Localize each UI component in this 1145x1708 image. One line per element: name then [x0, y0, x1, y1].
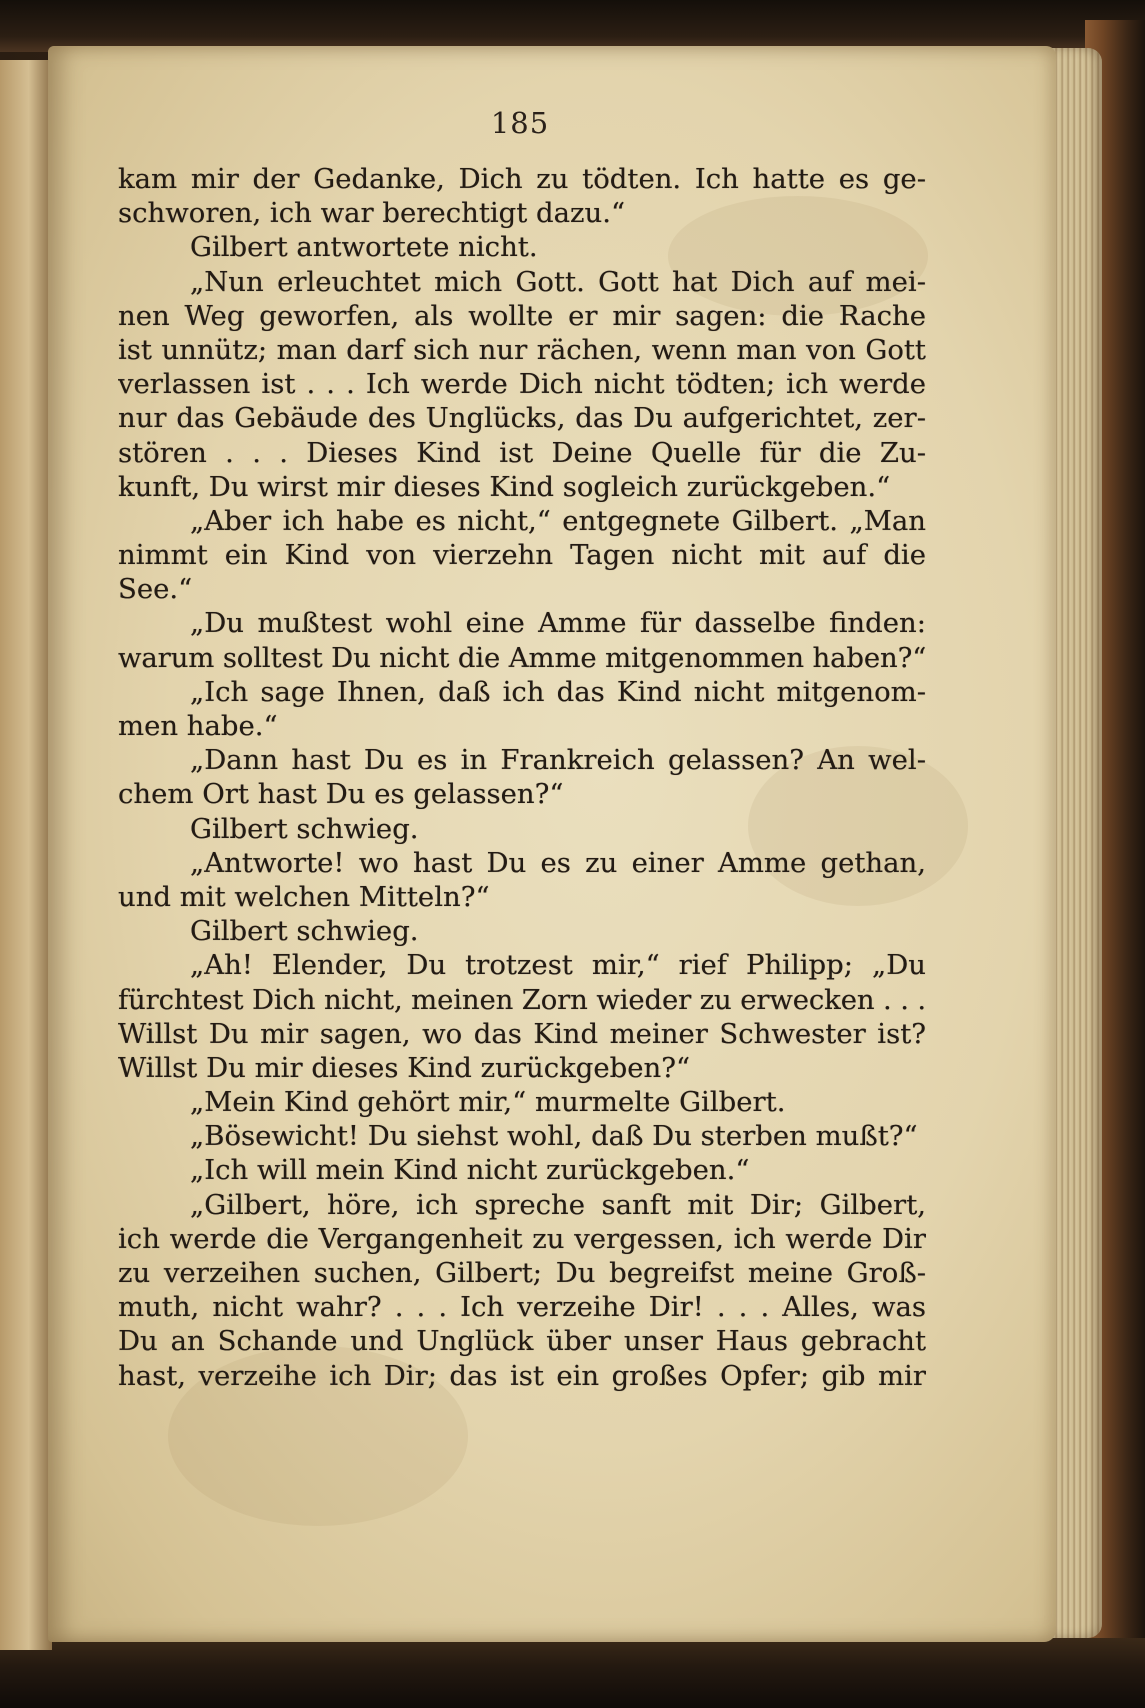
text-line: stören . . . Dieses Kind ist Deine Quelle für die Zu- [118, 436, 926, 469]
text-line: men habe.“ [118, 710, 278, 742]
text-line: hast, verzeihe ich Dir; das ist ein großes Opfer; gib mir [118, 1359, 926, 1392]
text-line: „Mein Kind gehört mir,“ murmelte Gilbert. [190, 1086, 786, 1119]
text-line: schworen, ich war berechtigt dazu.“ [118, 197, 626, 230]
text-line: See.“ [118, 573, 193, 606]
text-line: „Ich will mein Kind nicht zurückgeben.“ [190, 1154, 750, 1187]
text-line: fürchtest Dich nicht, meinen Zorn wieder zu erwecken . . . [118, 983, 926, 1016]
book-cover-bottom [0, 1638, 1145, 1708]
text-line: ich werde die Vergangenheit zu vergessen, ich werde Dir [118, 1222, 926, 1255]
text-line: Willst Du mir sagen, wo das Kind meiner Schwester ist? [118, 1017, 926, 1050]
text-line: muth, nicht wahr? . . . Ich verzeihe Dir! . . . Alles, was [118, 1291, 926, 1324]
text-line: warum solltest Du nicht die Amme mitgenommen haben?“ [118, 641, 926, 674]
text-line: „Du mußtest wohl eine Amme für dasselbe finden: [190, 607, 926, 640]
text-line: „Ah! Elender, Du trotzest mir,“ rief Philipp; „Du [190, 949, 926, 982]
text-line: chem Ort hast Du es gelassen?“ [118, 778, 564, 811]
text-line: „Nun erleuchtet mich Gott. Gott hat Dich auf mei- [190, 265, 926, 298]
text-line: Willst Du mir dieses Kind zurückgeben?“ [118, 1051, 691, 1084]
text-line: Gilbert schwieg. [190, 812, 419, 845]
text-line: verlassen ist . . . Ich werde Dich nicht tödten; ich werde [118, 368, 926, 401]
text-line: kam mir der Gedanke, Dich zu tödten. Ich hatte es ge- [118, 163, 926, 195]
text-line: „Aber ich habe es nicht,“ entgegnete Gilbert. „Man [190, 504, 926, 537]
body-text [118, 162, 926, 1393]
text-line: „Antworte! wo hast Du es zu einer Amme gethan, [190, 846, 926, 879]
text-line: Du an Schande und Unglück über unser Haus gebracht [118, 1325, 926, 1358]
page-number: 185 [490, 106, 550, 140]
text-line: nimmt ein Kind von vierzehn Tagen nicht mit auf die [118, 539, 926, 572]
text-line: und mit welchen Mitteln?“ [118, 880, 490, 913]
text-line: Gilbert antwortete nicht. [190, 231, 538, 264]
text-line: „Dann hast Du es in Frankreich gelassen? An wel- [190, 744, 926, 777]
text-line: zu verzeihen suchen, Gilbert; Du begreifst meine Groß- [118, 1257, 926, 1289]
text-line: nen Weg geworfen, als wollte er mir sagen: die Rache [118, 299, 926, 332]
text-line: ist unnütz; man darf sich nur rächen, wenn man von Gott [118, 333, 926, 366]
text-line: kunft, Du wirst mir dieses Kind sogleich zurückgeben.“ [118, 470, 891, 503]
book-cover-top [0, 0, 1145, 52]
text-line: nur das Gebäude des Unglücks, das Du aufgerichtet, zer- [118, 402, 926, 435]
text-line: Gilbert schwieg. [190, 915, 419, 948]
text-line: „Bösewicht! Du siehst wohl, daß Du sterben mußt?“ [190, 1120, 918, 1153]
facing-page-edge [0, 60, 52, 1650]
text-line: „Ich sage Ihnen, daß ich das Kind nicht mitgenom- [190, 675, 926, 708]
text-line: „Gilbert, höre, ich spreche sanft mit Dir; Gilbert, [190, 1188, 926, 1221]
